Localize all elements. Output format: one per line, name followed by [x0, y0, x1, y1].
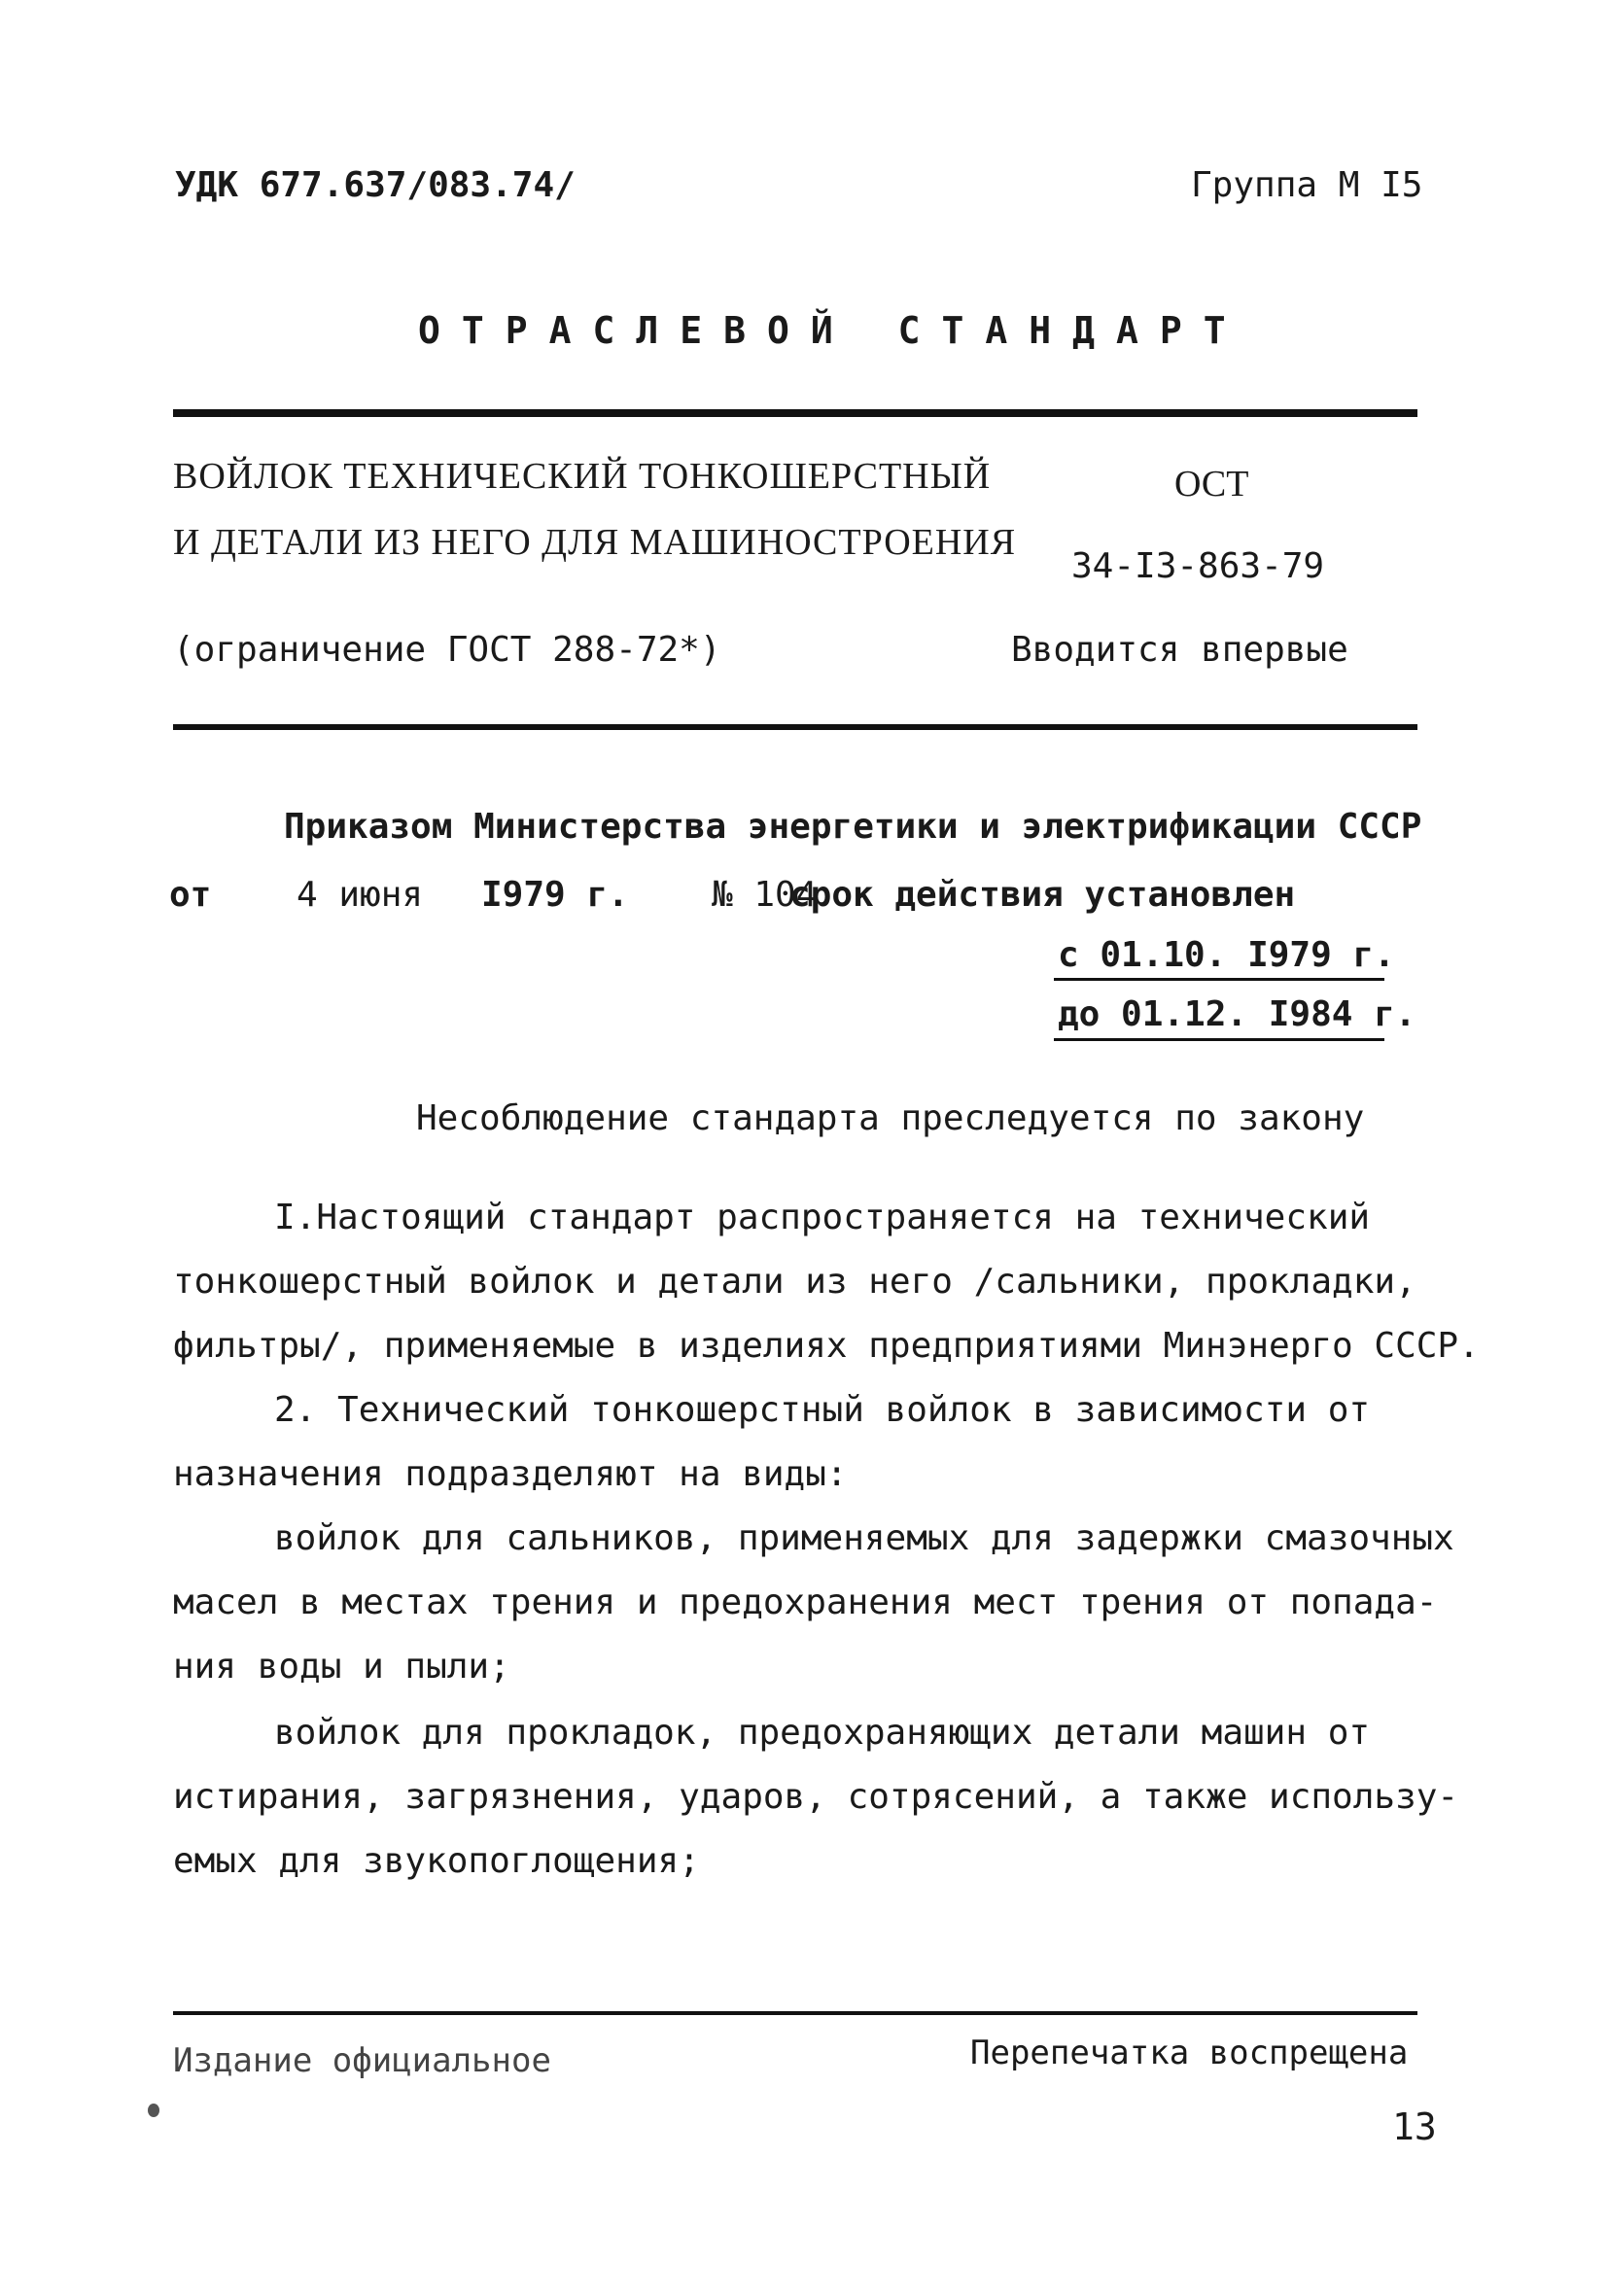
valid-to-date: до 01.12. I984 г. — [1058, 994, 1416, 1034]
body-line: I.Настоящий стандарт распространяется на технический — [274, 1198, 1371, 1237]
body-line: масел в местах трения и предохранения мест трения от попада- — [173, 1583, 1438, 1622]
footer-divider — [173, 2011, 1417, 2015]
product-name-line-1: ВОЙЛОК ТЕХНИЧЕСКИЙ ТОНКОШЕРСТНЫЙ — [173, 456, 992, 497]
reprint-prohibited-note: Перепечатка воспрещена — [970, 2034, 1409, 2072]
body-line: ния воды и пыли; — [173, 1647, 510, 1687]
middle-divider — [173, 724, 1417, 730]
valid-to-underline — [1054, 1038, 1384, 1041]
valid-from-date: с 01.10. I979 г. — [1058, 935, 1395, 975]
order-number: № 104 — [712, 875, 818, 915]
ost-label: ОСТ — [1174, 464, 1249, 504]
order-line: Приказом Министерства энергетики и электрификации СССР — [284, 807, 1422, 847]
body-line: 2. Технический тонкошерстный войлок в зависимости от — [274, 1390, 1371, 1430]
body-line: емых для звукопоглощения; — [173, 1841, 700, 1881]
law-notice: Несоблюдение стандарта преследуется по закону — [416, 1098, 1365, 1138]
ost-number: 34-I3-863-79 — [1071, 546, 1325, 586]
body-line: назначения подразделяют на виды: — [173, 1454, 848, 1494]
official-edition-note: Издание официальное — [173, 2041, 551, 2080]
standard-title: ОТРАСЛЕВОЙ СТАНДАРТ — [418, 309, 1247, 352]
body-line: войлок для прокладок, предохраняющих детали машин от — [274, 1713, 1371, 1753]
udk-code: УДК 677.637/083.74/ — [175, 165, 576, 205]
body-line: тонкошерстный войлок и детали из него /сальники, прокладки, — [173, 1262, 1416, 1302]
introduced-note: Вводится впервые — [1011, 630, 1348, 670]
scan-mark — [148, 2104, 159, 2117]
body-line: истирания, загрязнения, ударов, сотрясений, а также использу- — [173, 1777, 1459, 1817]
order-date: 4 июня — [297, 875, 424, 915]
restriction-note: (ограничение ГОСТ 288-72*) — [173, 630, 721, 670]
order-year: I979 г. — [481, 875, 629, 915]
body-line: фильтры/, применяемые в изделиях предприятиями Минэнерго СССР. — [173, 1326, 1480, 1366]
validity-term-label: срок действия установлен — [789, 875, 1296, 915]
page-number: 13 — [1392, 2105, 1437, 2148]
product-name-line-2: И ДЕТАЛИ ИЗ НЕГО ДЛЯ МАШИНОСТРОЕНИЯ — [173, 522, 1017, 563]
order-from-word: от — [169, 875, 212, 915]
top-divider — [173, 409, 1417, 417]
valid-from-underline — [1054, 978, 1384, 981]
group-code: Группа М I5 — [1191, 165, 1423, 205]
body-line: войлок для сальников, применяемых для задержки смазочных — [274, 1518, 1454, 1558]
